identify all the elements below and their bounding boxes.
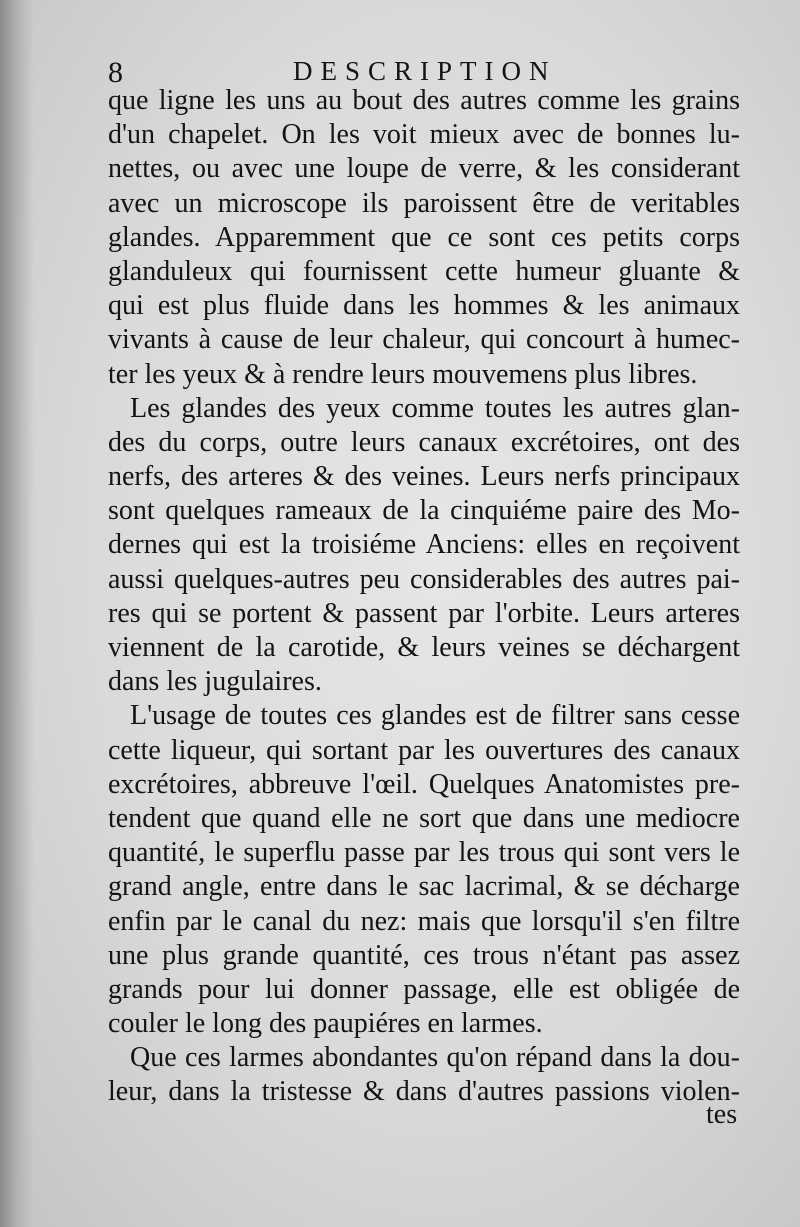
text-line: ter les yeux & à rendre leurs mouvemens plus libres. <box>108 358 698 390</box>
text-line: leur, dans la tristesse & dans d'autres passions violen- <box>108 1076 740 1108</box>
text-line: enfin par le canal du nez: mais que lorsqu'il s'en filtre <box>108 905 740 937</box>
text-line: res qui se portent & passent par l'orbite. Leurs arteres <box>108 597 740 629</box>
text-line: vivants à cause de leur chaleur, qui concourt à humec- <box>108 324 740 356</box>
text-line: sont quelques rameaux de la cinquiéme paire des Mo- <box>108 495 740 527</box>
text-line: d'un chapelet. On les voit mieux avec de bonnes lu- <box>108 119 740 151</box>
text-line: quantité, le superflu passe par les trous qui sont vers le <box>108 837 740 869</box>
page-number: 8 <box>108 56 123 89</box>
text-line: avec un microscope ils paroissent être de veritables <box>108 187 740 219</box>
paragraph-start-line: Les glandes des yeux comme toutes les autres glan- <box>130 392 740 424</box>
paragraph-start-line: Que ces larmes abondantes qu'on répand dans la dou- <box>130 1042 740 1074</box>
text-line: excrétoires, abbreuve l'œil. Quelques Anatomistes pre- <box>108 768 740 800</box>
text-line: dans les jugulaires. <box>108 666 322 698</box>
text-line: viennent de la carotide, & leurs veines se déchargent <box>108 632 740 663</box>
catchword: tes <box>706 1099 738 1130</box>
text-line: glanduleux qui fournissent cette humeur gluante & <box>108 255 740 287</box>
text-line: glandes. Apparemment que ce sont ces petits corps <box>108 221 740 253</box>
text-line: aussi quelques-autres peu considerables des autres pai- <box>108 563 740 595</box>
text-line: grand angle, entre dans le sac lacrimal, & se décharge <box>108 871 740 903</box>
text-line: cette liqueur, qui sortant par les ouvertures des canaux <box>108 734 740 766</box>
text-line: tendent que quand elle ne sort que dans une mediocre <box>108 802 740 834</box>
text-line: que ligne les uns au bout des autres comme les grains <box>108 85 740 116</box>
text-line: couler le long des paupiéres en larmes. <box>108 1008 543 1040</box>
text-line: qui est plus fluide dans les hommes & les animaux <box>108 290 740 322</box>
paragraph-start-line: L'usage de toutes ces glandes est de filtrer sans cesse <box>130 700 740 732</box>
page-gutter-shadow <box>0 0 34 1227</box>
text-line: nettes, ou avec une loupe de verre, & les considerant <box>108 153 740 185</box>
text-line: grands pour lui donner passage, elle est obligée de <box>108 973 740 1005</box>
text-line: nerfs, des arteres & des veines. Leurs nerfs principaux <box>108 461 740 493</box>
running-head: DESCRIPTION <box>293 56 557 86</box>
text-line: une plus grande quantité, ces trous n'étant pas assez <box>108 939 740 971</box>
body-text <box>108 84 740 1110</box>
text-line: dernes qui est la troisiéme Anciens: elles en reçoivent <box>108 529 740 561</box>
text-line: des du corps, outre leurs canaux excrétoires, ont des <box>108 426 740 458</box>
